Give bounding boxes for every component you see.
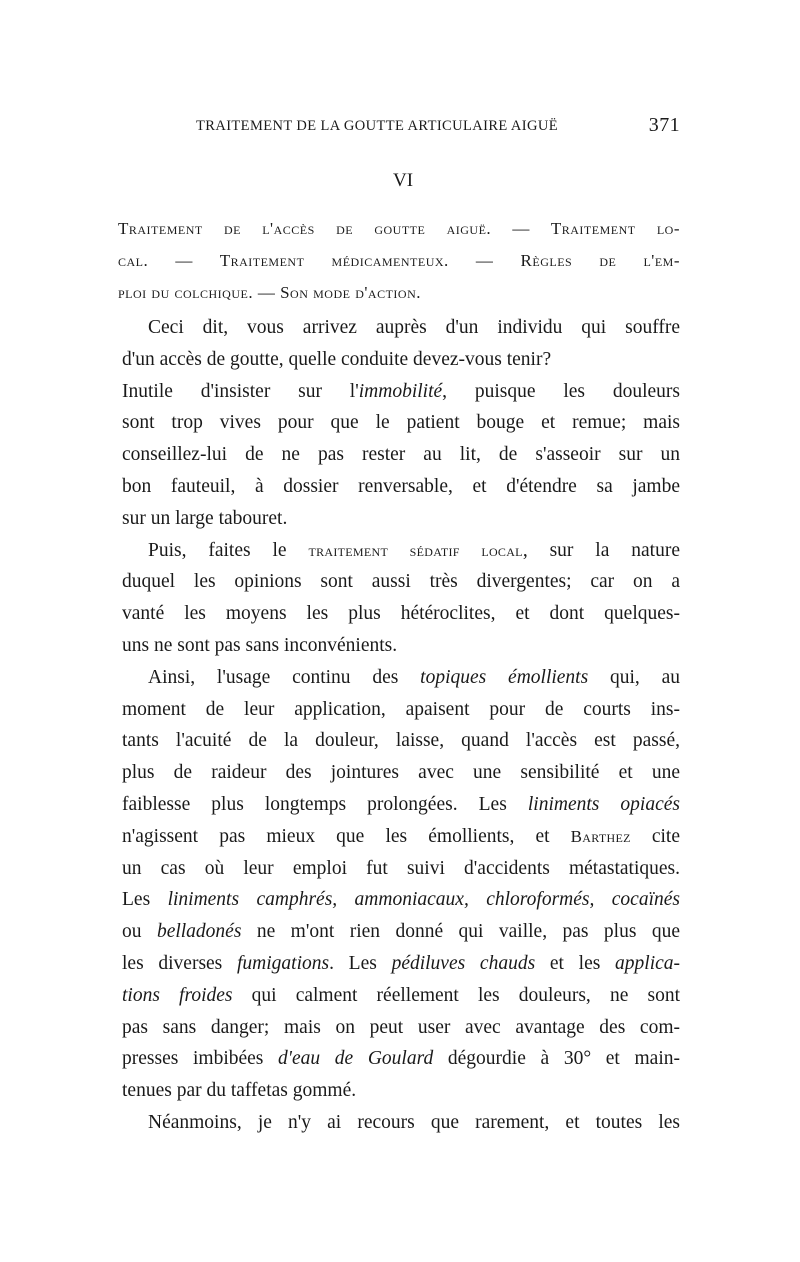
text-run: Puis, faites le [148, 539, 309, 561]
text-line [122, 535, 680, 567]
section-title [118, 213, 680, 309]
italic-term: liniments camphrés, ammoniacaux, chloroformés, cocaïnés [167, 889, 681, 911]
italic-term: immobilité [358, 380, 443, 402]
section-title-line: Traitement de l'accès de goutte aiguë. — Traitement lo- [118, 219, 680, 238]
text-run: et les [535, 952, 616, 974]
page-number: 371 [648, 114, 680, 136]
text-run: les diverses [122, 952, 237, 974]
text-run: pas sans danger; mais on peut user avec avantage des com- [122, 1016, 680, 1038]
text-line [122, 471, 680, 503]
small-caps-name: Barthez [570, 826, 631, 846]
text-run: Ceci dit, vous arrivez auprès d'un individu qui souffre [148, 317, 680, 338]
text-line [122, 439, 680, 471]
italic-term: fumigations [237, 952, 330, 974]
text-run: n'agissent pas mieux que les émollients, et [122, 825, 571, 847]
small-caps-term: traitement sédatif local [308, 540, 523, 560]
italic-term: belladonés [156, 921, 242, 943]
text-line [122, 1043, 680, 1075]
text-line [122, 566, 680, 598]
text-run: cite [630, 825, 680, 847]
italic-term: liniments opiacés [527, 793, 680, 815]
text-run: duquel les opinions sont aussi très divergentes; car on a [122, 571, 680, 593]
text-run: , sur la nature [522, 539, 680, 561]
italic-term: d'eau de Goulard [278, 1048, 434, 1070]
section-title-line: cal. — Traitement médicamenteux. — Règles de l'em- [118, 251, 680, 270]
italic-term: topiques émollients [420, 666, 589, 688]
text-run: . Les [329, 952, 392, 974]
section-title-line: ploi du colchique. — Son mode d'action. [118, 283, 422, 302]
text-line [122, 312, 680, 344]
text-run: qui calment réellement les douleurs, ne sont [232, 984, 680, 1006]
text-run: tants l'acuité de la douleur, laisse, quand l'accès est passé, [122, 730, 680, 752]
text-run: sur un large tabouret. [122, 507, 288, 529]
text-line [122, 789, 680, 821]
text-line [122, 1107, 680, 1139]
running-title: TRAITEMENT DE LA GOUTTE ARTICULAIRE AIGUË [196, 118, 559, 134]
text-line [122, 821, 680, 853]
text-line [122, 948, 680, 980]
text-line [122, 725, 680, 757]
text-run: moment de leur application, apaisent pour de courts ins- [122, 698, 680, 720]
text-run: ne m'ont rien donné qui vaille, pas plus que [241, 921, 680, 943]
text-run: tenues par du taffetas gommé. [122, 1080, 357, 1102]
text-run: d'un accès de goutte, quelle conduite devez-vous tenir? [122, 348, 552, 370]
text-line [122, 598, 680, 630]
text-line [122, 344, 680, 376]
text-run: sont trop vives pour que le patient bouge et remue; mais [122, 412, 680, 434]
text-run: presses imbibées [122, 1048, 279, 1070]
body-text [122, 312, 680, 1139]
text-line [122, 1075, 680, 1107]
text-line [122, 980, 680, 1012]
text-run: qui, au [588, 666, 681, 688]
text-run: Ainsi, l'usage continu des [148, 666, 421, 688]
text-run: un cas où leur emploi fut suivi d'accidents métastatiques. [122, 857, 680, 879]
text-run: dégourdie à 30° et main- [433, 1048, 680, 1070]
text-run: conseillez-lui de ne pas rester au lit, de s'asseoir sur un [122, 444, 680, 466]
text-run: , puisque les douleurs [442, 380, 680, 402]
text-run: vanté les moyens les plus hétéroclites, et dont quelques- [122, 603, 680, 625]
italic-term: pédiluves chauds [391, 952, 536, 974]
text-run: plus de raideur des jointures avec une sensibilité et une [122, 762, 680, 784]
text-run: faiblesse plus longtemps prolongées. Les [122, 793, 528, 815]
italic-term: tions froides [122, 984, 233, 1006]
text-line [122, 853, 680, 885]
text-line [122, 884, 680, 916]
text-run: Inutile d'insister sur l' [122, 380, 359, 402]
text-line [122, 1012, 680, 1044]
italic-term: applica- [615, 952, 681, 974]
running-head [196, 116, 680, 140]
section-number: VI [392, 170, 414, 191]
text-line [122, 407, 680, 439]
text-line [122, 694, 680, 726]
text-run: uns ne sont pas sans inconvénients. [122, 634, 398, 656]
text-run: bon fauteuil, à dossier renversable, et d'étendre sa jambe [122, 475, 680, 497]
text-line [122, 757, 680, 789]
text-line [122, 630, 680, 662]
text-line [122, 376, 680, 408]
text-run: Les [122, 889, 168, 911]
text-line [122, 916, 680, 948]
text-run: Néanmoins, je n'y ai recours que rarement, et toutes les [148, 1111, 680, 1133]
text-line [122, 503, 680, 535]
text-line [122, 662, 680, 694]
text-run: ou [122, 921, 157, 943]
